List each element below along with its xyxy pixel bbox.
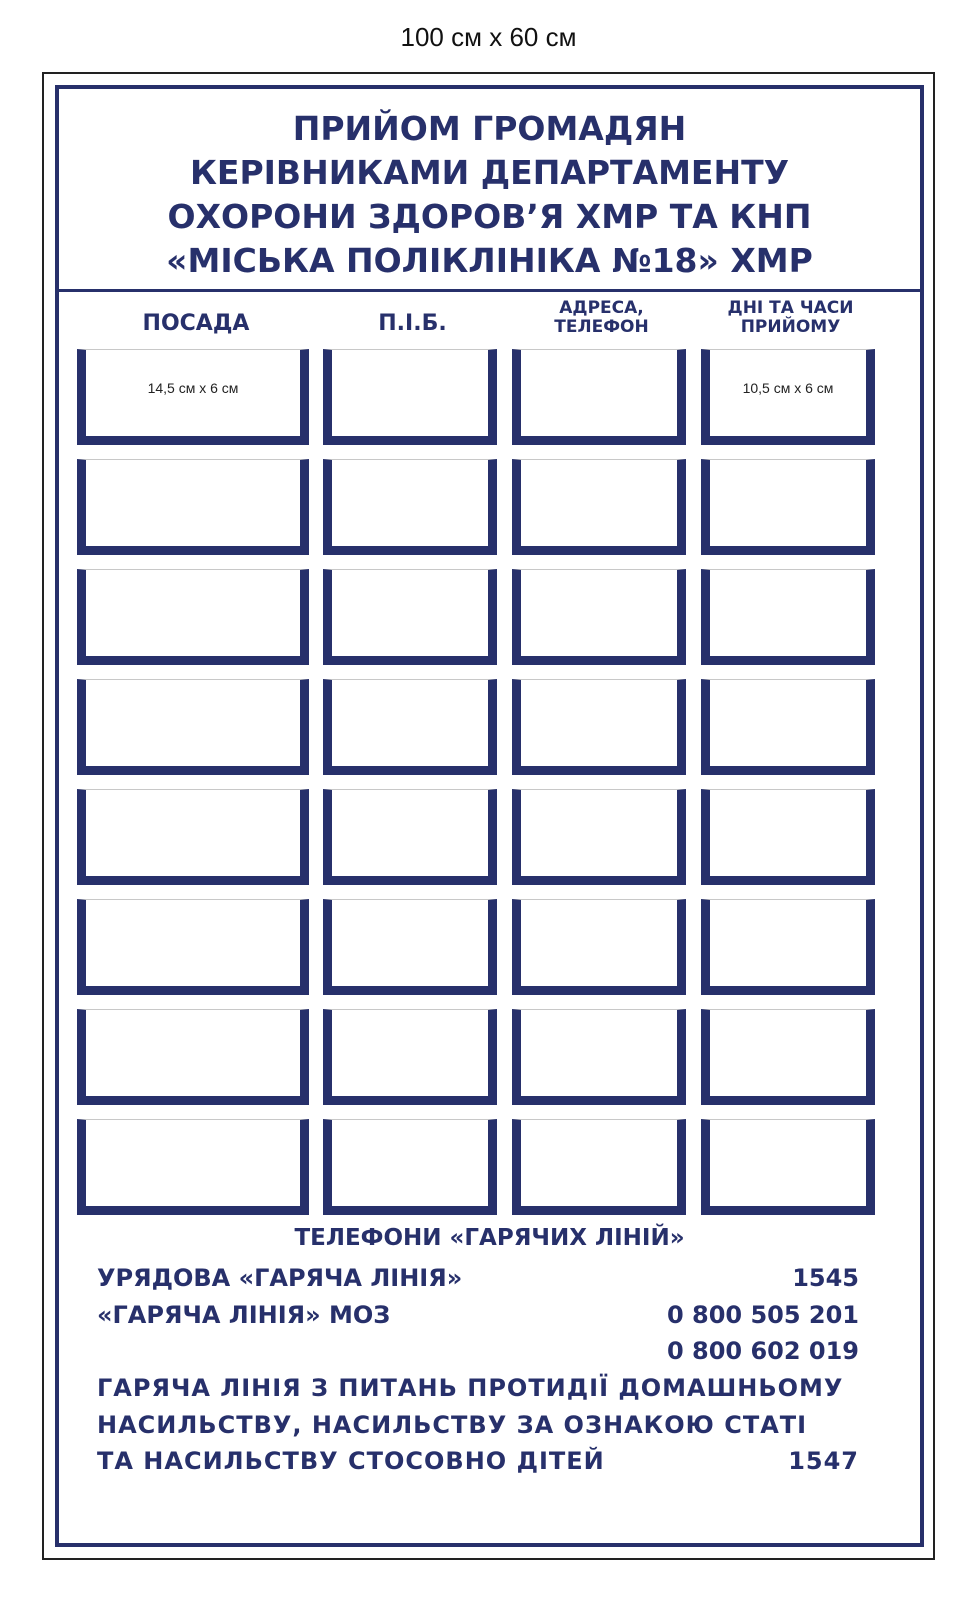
pocket-hours — [701, 349, 875, 445]
board-title — [59, 107, 920, 283]
pocket-size-label: 14,5 см х 6 см — [147, 380, 239, 396]
pocket-address — [512, 679, 686, 775]
pocket-hours — [701, 899, 875, 995]
pocket-name — [323, 349, 497, 445]
title-line-2: КЕРІВНИКАМИ ДЕПАРТАМЕНТУ — [189, 153, 790, 192]
pocket-hours — [701, 1119, 875, 1215]
pocket-hours — [701, 1009, 875, 1105]
hotline-government — [97, 1264, 859, 1294]
info-board — [55, 85, 924, 1547]
pocket-address — [512, 459, 686, 555]
hotline-moz-second — [97, 1337, 859, 1367]
pocket-hours — [701, 459, 875, 555]
pocket-name — [323, 789, 497, 885]
pocket-position — [77, 1119, 309, 1215]
pocket-position — [77, 1009, 309, 1105]
column-header-address — [515, 299, 688, 337]
column-header-hours — [704, 299, 877, 337]
column-header-position — [81, 311, 311, 336]
title-line-1: ПРИЙОМ ГРОМАДЯН — [292, 109, 687, 148]
column-header-position-label: ПОСАДА — [142, 311, 250, 336]
pocket-name — [323, 1119, 497, 1215]
hotline-violence — [97, 1447, 859, 1477]
hotlines-title: ТЕЛЕФОНИ «ГАРЯЧИХ ЛІНІЙ» — [294, 1225, 685, 1251]
hotline-violence-line-2: НАСИЛЬСТВУ, НАСИЛЬСТВУ ЗА ОЗНАКОЮ СТАТІ — [97, 1411, 808, 1439]
column-header-address-line-2: ТЕЛЕФОН — [554, 317, 649, 337]
pocket-address — [512, 1009, 686, 1105]
pocket-address — [512, 349, 686, 445]
hotline-violence-line-3: ТА НАСИЛЬСТВУ СТОСОВНО ДІТЕЙ — [97, 1447, 605, 1475]
hotline-government-label: УРЯДОВА «ГАРЯЧА ЛІНІЯ» — [97, 1264, 463, 1292]
pocket-name — [323, 679, 497, 775]
hotline-violence-number: 1547 — [788, 1447, 859, 1475]
title-line-3: ОХОРОНИ ЗДОРОВ’Я ХМР ТА КНП — [167, 197, 812, 236]
title-line-4: «МІСЬКА ПОЛІКЛІНІКА №18» ХМР — [166, 241, 813, 280]
pocket-position — [77, 679, 309, 775]
board-dimensions-label: 100 см х 60 см — [400, 22, 577, 52]
column-header-hours-line-1: ДНІ ТА ЧАСИ — [727, 298, 854, 318]
hotline-moz — [97, 1301, 859, 1331]
pocket-size-label: 10,5 см х 6 см — [742, 380, 834, 396]
pocket-position — [77, 459, 309, 555]
pocket-hours — [701, 569, 875, 665]
pocket-address — [512, 1119, 686, 1215]
pocket-address — [512, 569, 686, 665]
hotline-moz-number-1: 0 800 505 201 — [666, 1301, 859, 1329]
hotline-moz-number-2: 0 800 602 019 — [666, 1337, 859, 1365]
pocket-hours — [701, 789, 875, 885]
pocket-hours — [701, 679, 875, 775]
hotline-government-number: 1545 — [792, 1264, 859, 1292]
pocket-address — [512, 789, 686, 885]
pocket-position — [77, 569, 309, 665]
column-header-name — [326, 311, 499, 336]
hotline-violence-line-1: ГАРЯЧА ЛІНІЯ З ПИТАНЬ ПРОТИДІЇ ДОМАШНЬОМУ — [97, 1374, 844, 1402]
pocket-name — [323, 569, 497, 665]
pocket-position — [77, 349, 309, 445]
column-header-name-label: П.І.Б. — [378, 311, 447, 336]
pocket-address — [512, 899, 686, 995]
title-divider — [59, 289, 920, 292]
column-header-address-line-1: АДРЕСА, — [559, 298, 644, 318]
pocket-name — [323, 1009, 497, 1105]
column-header-hours-line-2: ПРИЙОМУ — [740, 317, 841, 337]
hotline-moz-label: «ГАРЯЧА ЛІНІЯ» МОЗ — [97, 1301, 391, 1329]
pocket-name — [323, 459, 497, 555]
pocket-position — [77, 899, 309, 995]
pocket-name — [323, 899, 497, 995]
pocket-position — [77, 789, 309, 885]
